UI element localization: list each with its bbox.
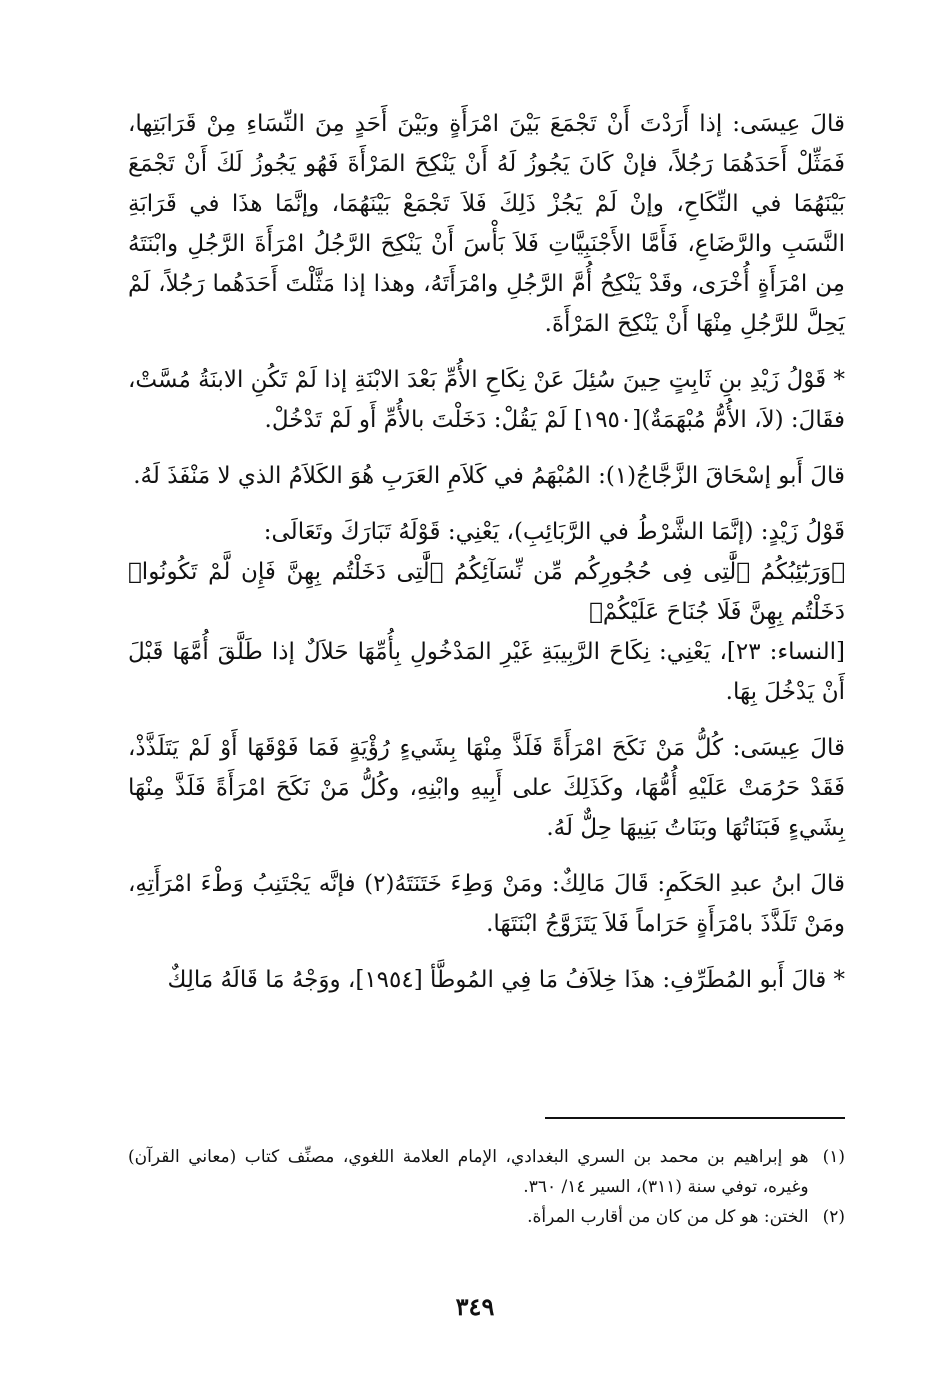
- paragraph-zajjaj-mubham: قالَ أَبو إسْحَاقَ الزَّجَّاجُ(١): المُبْهَمُ في كَلاَمِ العَرَبِ هُوَ الكَلاَمُ الذي لا مَنْفَذَ لَهُ.: [133, 463, 845, 489]
- quran-verse: ﴿وَرَبَٰٓئِبُكُمُ ٱلَّٰتِى فِى حُجُورِكُم مِّن نِّسَآئِكُمُ ٱلَّٰتِى دَخَلْتُم بِهِنَّ فَإِن لَّمْ تَكُونُوا۟ دَخَلْتُم بِهِنَّ فَلَا جُنَاحَ عَلَيْكُمْ﴾: [128, 559, 845, 625]
- footnote-1: [128, 1142, 845, 1202]
- paragraph-zayd-rabaib: قَوْلُ زَيْدٍ: (إنَّمَا الشَّرْطُ في الرَّبَائِبِ)، يَعْنِي: قَوْلَهُ تَبَارَكَ وتَعَالَى:: [263, 519, 845, 545]
- paragraph-isa-pleasure: قالَ عِيسَى: كُلُّ مَنْ نَكَحَ امْرَأَةً فَلَذَّ مِنْهَا بِشَيءٍ رُؤْيَةٍ فَمَا فَوْقَهَا أَوْ لَمْ يَتَلَذَّذْ، فَقَدْ حَرُمَتْ عَلَيْهِ أُمُّهَا، وكَذَلِكَ على أَبِيهِ وابْنِهِ، وكُلُّ مَنْ نَكَحَ امْرَأَةً فَلَذَّ مِنْهَا بِشَيءٍ فَبَنَاتُهَا وبَنَاتُ بَنِيهَا حِلٌّ لَهُ.: [128, 735, 845, 841]
- footnote-number: (١): [822, 1147, 845, 1167]
- paragraph-zayd-ibn-thabit: * قَوْلُ زَيْدِ بنِ ثَابِتٍ حِينَ سُئِلَ عَنْ نِكَاحِ الأُمِّ بَعْدَ الابْنَةِ إذا لَمْ تَكُنِ الابنَةُ مُسَّتْ، فقَالَ: (لاَ، الأُمُّ مُبْهَمَةٌ)[١٩٥٠] لَمْ يَقُلْ: دَخَلْتَ بالأُمِّ أَو لَمْ تَدْخُلْ.: [128, 367, 845, 433]
- footnote-text: هو إبراهيم بن محمد بن السري البغدادي، الإمام العلامة اللغوي، مصنِّف كتاب (معاني القرآن) وغيره، توفي سنة (٣١١)، السير ١٤/ ٣٦٠.: [128, 1147, 809, 1197]
- footnotes: [128, 1142, 845, 1232]
- paragraph-abu-al-mutarrif: * قالَ أَبو المُطَرِّفِ: هذَا خِلاَفُ مَا فِي المُوطَّأ [١٩٥٤]، ووَجْهُ مَا قَالَهُ مَالِكٌ: [167, 967, 845, 993]
- main-text: [128, 104, 845, 1000]
- paragraph-isa-combining-women: قالَ عِيسَى: إذا أَرَدْتَ أَنْ تَجْمَعَ بَيْنَ امْرَأَةٍ وبَيْنَ أَحَدٍ مِنَ النِّسَاءِ مِنْ قَرَابَتِها، فَمَثِّلْ أَحَدَهُمَا رَجُلاً، فإنْ كَانَ يَجُوزُ لَهُ أَنْ يَنْكِحَ المَرْأَةَ فَهُو يَجُوزُ لَكَ أَنْ تَجْمَعَ بَيْنَهُمَا في النِّكَاحِ، وإنْ لَمْ يَجُزْ ذَلِكَ فَلاَ تَجْمَعْ بَيْنَهُمَا، وإنَّمَا هذَا في قَرَابَةِ النَّسَبِ والرَّضَاعِ، فَأَمَّا الأَجْنَبِيَّاتِ فَلاَ بَأْسَ أَنْ يَنْكِحَ الرَّجُلُ امْرَأَةَ الرَّجُلِ وابْنَتَهُ مِن امْرَأَةٍ أُخْرَى، وقَدْ يَنْكِحُ أُمَّ الرَّجُلِ وامْرَأَتَهُ، وهذا إذا مَثَّلْتَ أَحَدَهُما رَجُلاً، لَمْ يَحِلَّ للرَّجُلِ مِنْهَا أَنْ يَنْكِحَ المَرْأَةَ.: [128, 111, 845, 337]
- paragraph-ibn-abd-al-hakam: قالَ ابنُ عبدِ الحَكَمِ: قَالَ مَالِكٌ: ومَنْ وَطِءَ خَتَنَتَهُ(٢) فإنَّه يَجْتَنِبُ وَطْءَ امْرَأَتِهِ، ومَنْ تَلَذَّذَ بامْرَأَةٍ حَرَاماً فَلاَ يَتَزَوَّجُ ابْنَتَهَا.: [128, 871, 845, 937]
- footnote-number: (٢): [822, 1207, 845, 1227]
- paragraph-rabiba-explanation: [النساء: ٢٣]، يَعْنِي: نِكَاحَ الرَّبِيبَةِ غَيْرِ المَدْخُولِ بِأُمِّهَا حَلاَلٌ إذا طَلَّقَ أُمَّهَا قَبْلَ أَنْ يَدْخُلَ بِهَا.: [128, 639, 846, 705]
- page-number: ٣٤٩: [455, 1292, 495, 1321]
- footnote-divider: [545, 1117, 845, 1119]
- footnote-text: الختن: هو كل من كان من أقارب المرأة.: [527, 1207, 809, 1227]
- footnote-2: [128, 1202, 845, 1232]
